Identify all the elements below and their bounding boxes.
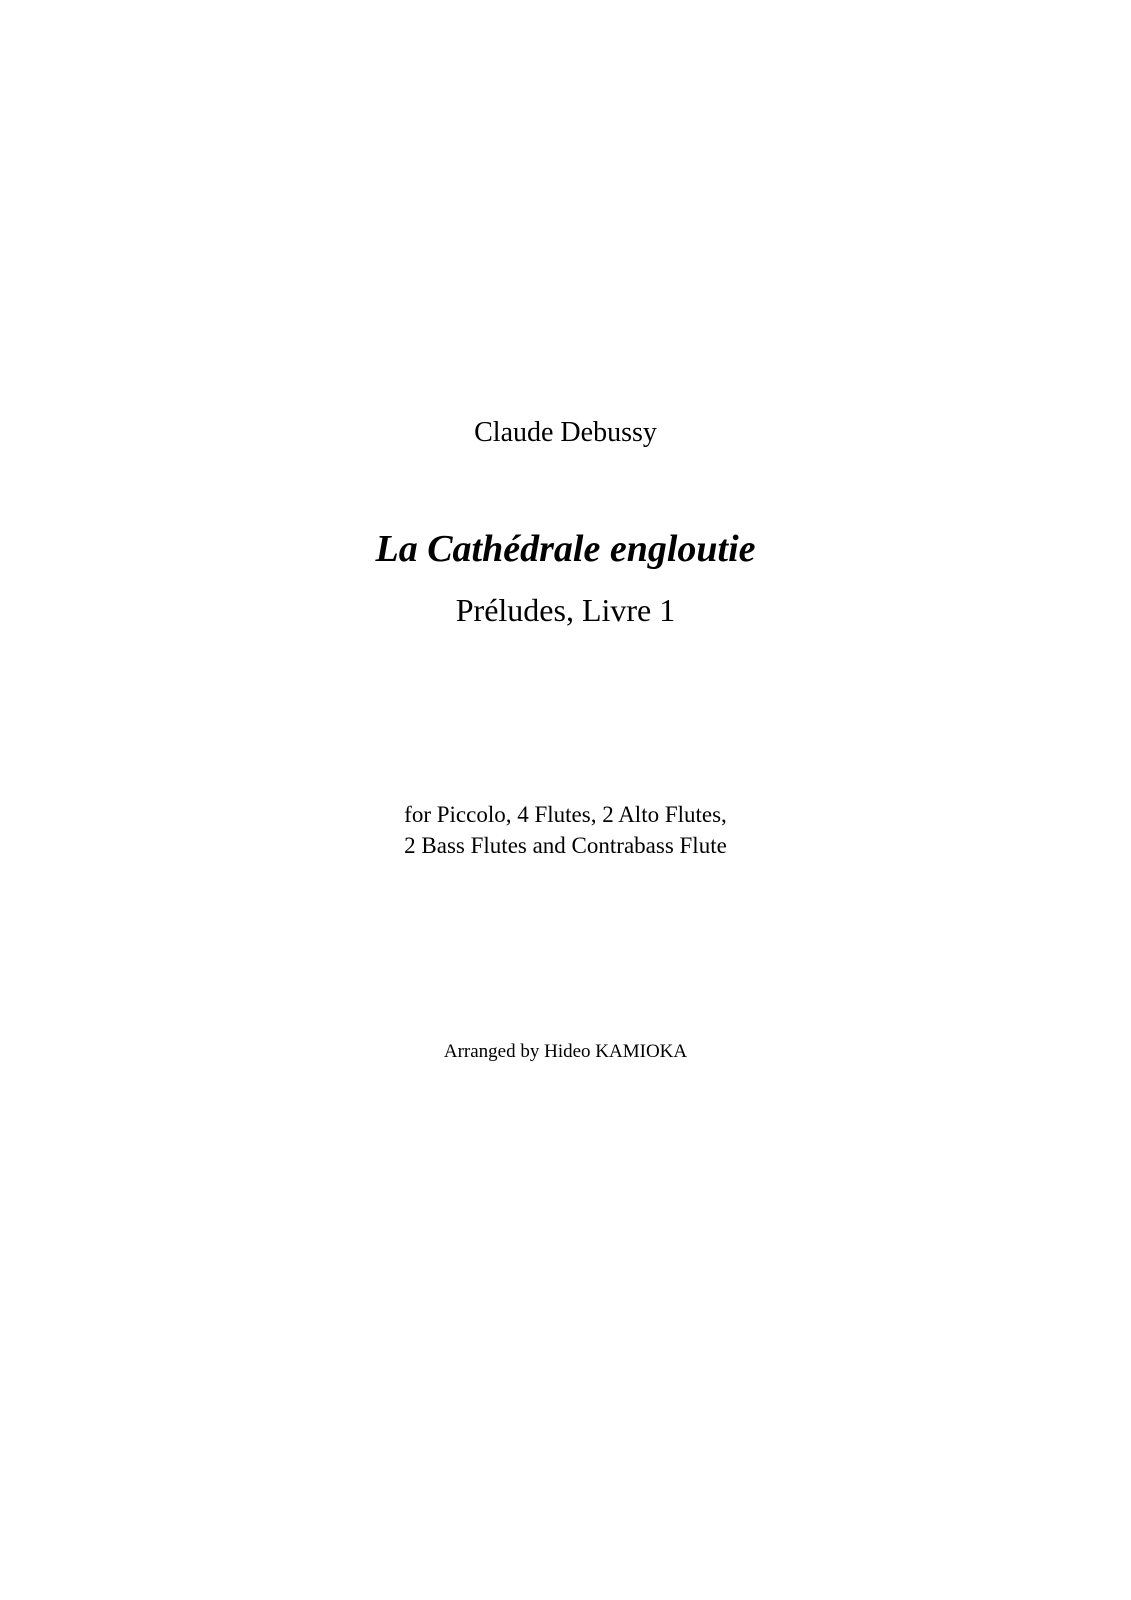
work-title: La Cathédrale engloutie: [375, 528, 756, 570]
arranger-credit: Arranged by Hideo KAMIOKA: [443, 1041, 688, 1062]
composer-name: Claude Debussy: [474, 417, 657, 448]
instrumentation-line-2: 2 Bass Flutes and Contrabass Flute: [404, 833, 727, 858]
work-subtitle: Préludes, Livre 1: [455, 592, 676, 628]
instrumentation-line-1: for Piccolo, 4 Flutes, 2 Alto Flutes,: [404, 802, 727, 827]
